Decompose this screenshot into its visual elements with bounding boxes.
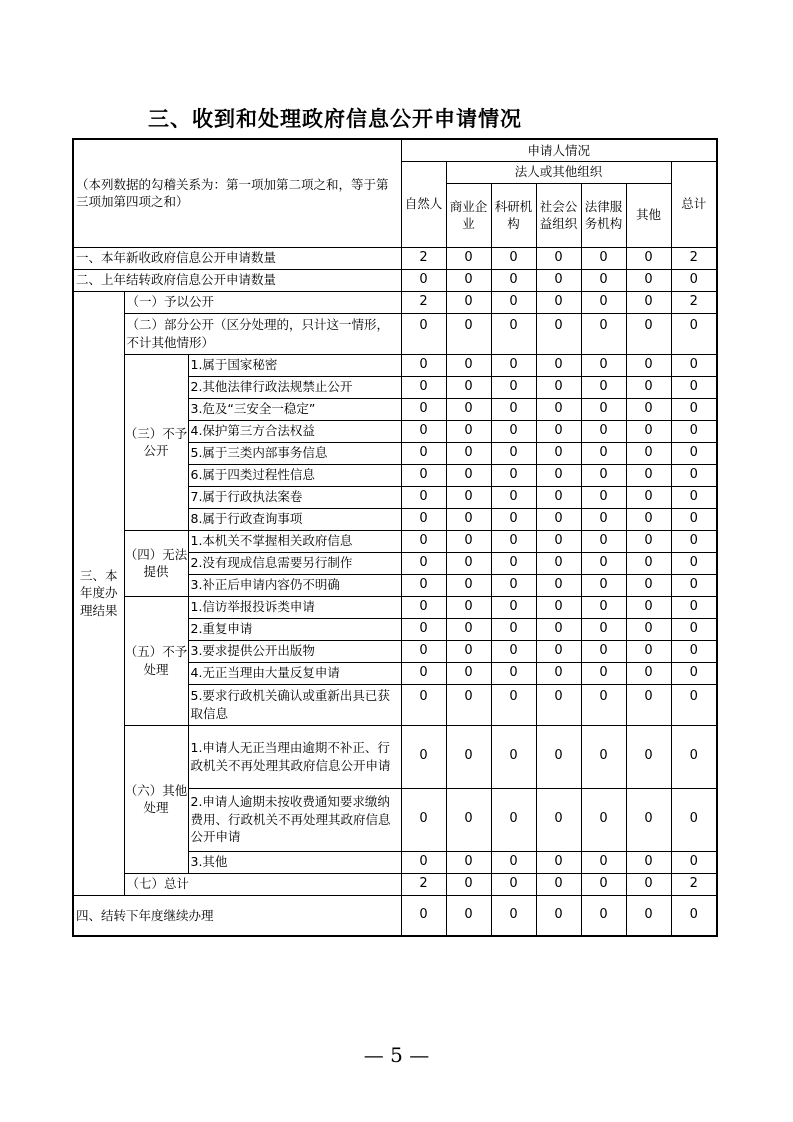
value-cell: 0 [536, 662, 581, 684]
header-applicant: 申请人情况 [401, 139, 717, 161]
row-label: 5.要求行政机关确认或重新出具已获取信息 [188, 684, 401, 725]
value-cell: 0 [401, 596, 446, 618]
value-cell: 0 [401, 508, 446, 530]
value-cell: 0 [581, 530, 626, 552]
value-cell: 0 [626, 530, 671, 552]
value-cell: 0 [536, 552, 581, 574]
value-cell: 0 [536, 851, 581, 873]
value-cell: 0 [536, 354, 581, 376]
header-other: 其他 [626, 183, 671, 247]
value-cell: 0 [446, 725, 491, 788]
value-cell: 0 [671, 464, 717, 486]
value-cell: 0 [671, 354, 717, 376]
value-cell: 0 [536, 788, 581, 851]
value-cell: 0 [446, 895, 491, 936]
value-cell: 0 [491, 574, 536, 596]
value-cell: 0 [626, 508, 671, 530]
header-commercial: 商业企业 [446, 183, 491, 247]
value-cell: 0 [581, 873, 626, 895]
value-cell: 0 [401, 398, 446, 420]
row-label: 1.属于国家秘密 [188, 354, 401, 376]
value-cell: 0 [491, 618, 536, 640]
value-cell: 0 [446, 552, 491, 574]
row-label: 四、结转下年度继续办理 [73, 895, 401, 936]
value-cell: 0 [536, 247, 581, 269]
value-cell: 0 [491, 552, 536, 574]
value-cell: 0 [581, 376, 626, 398]
table-row [73, 596, 717, 618]
value-cell: 0 [581, 464, 626, 486]
row-label: 2.其他法律行政法规禁止公开 [188, 376, 401, 398]
value-cell: 0 [671, 313, 717, 354]
value-cell: 0 [491, 442, 536, 464]
value-cell: 0 [446, 269, 491, 291]
value-cell: 0 [491, 486, 536, 508]
header-natural-person: 自然人 [401, 161, 446, 247]
value-cell: 0 [671, 442, 717, 464]
value-cell: 0 [626, 420, 671, 442]
value-cell: 0 [491, 354, 536, 376]
value-cell: 2 [671, 873, 717, 895]
value-cell: 0 [446, 684, 491, 725]
value-cell: 0 [446, 376, 491, 398]
value-cell: 0 [581, 486, 626, 508]
value-cell: 0 [401, 662, 446, 684]
value-cell: 0 [491, 269, 536, 291]
value-cell: 0 [581, 354, 626, 376]
table-row [73, 725, 717, 788]
value-cell: 0 [581, 313, 626, 354]
value-cell: 0 [491, 640, 536, 662]
value-cell: 0 [626, 662, 671, 684]
value-cell: 0 [491, 313, 536, 354]
table-row [73, 313, 717, 354]
page-number: — 5 — [363, 1043, 430, 1067]
value-cell: 0 [581, 398, 626, 420]
value-cell: 0 [581, 508, 626, 530]
value-cell: 0 [491, 662, 536, 684]
value-cell: 0 [626, 725, 671, 788]
value-cell: 0 [626, 873, 671, 895]
value-cell: 0 [401, 640, 446, 662]
value-cell: 0 [536, 376, 581, 398]
value-cell: 0 [536, 420, 581, 442]
value-cell: 0 [626, 291, 671, 313]
value-cell: 0 [671, 725, 717, 788]
value-cell: 0 [446, 574, 491, 596]
row-label: 3.补正后申请内容仍不明确 [188, 574, 401, 596]
value-cell: 0 [536, 618, 581, 640]
value-cell: 0 [671, 596, 717, 618]
value-cell: 0 [536, 640, 581, 662]
row-label: （二）部分公开（区分处理的，只计这一情形，不计其他情形） [124, 313, 401, 354]
value-cell: 0 [671, 851, 717, 873]
value-cell: 0 [491, 530, 536, 552]
value-cell: 0 [626, 640, 671, 662]
row-label: 4.保护第三方合法权益 [188, 420, 401, 442]
value-cell: 0 [401, 725, 446, 788]
row-label: 4.无正当理由大量反复申请 [188, 662, 401, 684]
value-cell: 0 [581, 640, 626, 662]
value-cell: 0 [446, 247, 491, 269]
value-cell: 0 [536, 508, 581, 530]
value-cell: 0 [536, 464, 581, 486]
value-cell: 0 [536, 684, 581, 725]
value-cell: 0 [446, 486, 491, 508]
value-cell: 0 [401, 420, 446, 442]
value-cell: 0 [536, 873, 581, 895]
value-cell: 0 [401, 552, 446, 574]
value-cell: 0 [536, 530, 581, 552]
value-cell: 0 [536, 596, 581, 618]
value-cell: 0 [401, 788, 446, 851]
value-cell: 0 [491, 895, 536, 936]
value-cell: 0 [491, 788, 536, 851]
value-cell: 0 [401, 618, 446, 640]
value-cell: 0 [671, 788, 717, 851]
value-cell: 0 [446, 596, 491, 618]
header-total: 总计 [671, 161, 717, 247]
row-label: 6.属于四类过程性信息 [188, 464, 401, 486]
value-cell: 0 [626, 851, 671, 873]
value-cell: 0 [536, 725, 581, 788]
value-cell: 0 [581, 420, 626, 442]
value-cell: 0 [581, 851, 626, 873]
header-social: 社会公益组织 [536, 183, 581, 247]
page-title: 三、收到和处理政府信息公开申请情况 [148, 107, 522, 131]
row-label: 2.没有现成信息需要另行制作 [188, 552, 401, 574]
row-label: 1.信访举报投诉类申请 [188, 596, 401, 618]
value-cell: 0 [671, 640, 717, 662]
row-label: 1.本机关不掌握相关政府信息 [188, 530, 401, 552]
value-cell: 0 [626, 788, 671, 851]
value-cell: 0 [581, 269, 626, 291]
value-cell: 0 [626, 486, 671, 508]
value-cell: 0 [581, 247, 626, 269]
value-cell: 0 [401, 313, 446, 354]
value-cell: 0 [581, 442, 626, 464]
value-cell: 0 [401, 442, 446, 464]
value-cell: 0 [491, 464, 536, 486]
value-cell: 0 [491, 420, 536, 442]
value-cell: 0 [446, 291, 491, 313]
value-cell: 0 [491, 596, 536, 618]
value-cell: 0 [401, 530, 446, 552]
value-cell: 0 [581, 895, 626, 936]
header-legal-service: 法律服务机构 [581, 183, 626, 247]
value-cell: 0 [536, 574, 581, 596]
value-cell: 0 [671, 376, 717, 398]
value-cell: 0 [446, 313, 491, 354]
row-label: 7.属于行政执法案卷 [188, 486, 401, 508]
row-label: 2.申请人逾期未按收费通知要求缴纳费用、行政机关不再处理其政府信息公开申请 [188, 788, 401, 851]
value-cell: 0 [536, 313, 581, 354]
value-cell: 0 [401, 574, 446, 596]
value-cell: 0 [491, 398, 536, 420]
value-cell: 0 [491, 725, 536, 788]
row-label: （七）总计 [124, 873, 401, 895]
value-cell: 0 [446, 464, 491, 486]
value-cell: 2 [671, 291, 717, 313]
header-research: 科研机构 [491, 183, 536, 247]
table-row [73, 354, 717, 376]
value-cell: 0 [536, 895, 581, 936]
group-3-label: （三）不予公开 [124, 354, 188, 530]
row-label: 5.属于三类内部事务信息 [188, 442, 401, 464]
value-cell: 0 [491, 247, 536, 269]
value-cell: 0 [536, 486, 581, 508]
value-cell: 0 [491, 873, 536, 895]
value-cell: 0 [626, 247, 671, 269]
value-cell: 0 [491, 291, 536, 313]
table-row [73, 530, 717, 552]
section-3-label: 三、本年度办理结果 [73, 291, 124, 895]
value-cell: 0 [401, 464, 446, 486]
value-cell: 0 [671, 662, 717, 684]
value-cell: 0 [581, 662, 626, 684]
value-cell: 0 [671, 420, 717, 442]
value-cell: 0 [446, 640, 491, 662]
value-cell: 0 [536, 442, 581, 464]
value-cell: 0 [671, 398, 717, 420]
table-row [73, 291, 717, 313]
value-cell: 0 [581, 574, 626, 596]
value-cell: 0 [401, 354, 446, 376]
value-cell: 0 [401, 851, 446, 873]
value-cell: 0 [626, 895, 671, 936]
row-label: 2.重复申请 [188, 618, 401, 640]
value-cell: 0 [491, 508, 536, 530]
value-cell: 0 [536, 269, 581, 291]
value-cell: 0 [446, 788, 491, 851]
table-row [73, 269, 717, 291]
value-cell: 0 [626, 596, 671, 618]
value-cell: 0 [446, 873, 491, 895]
value-cell: 0 [626, 269, 671, 291]
value-cell: 0 [671, 486, 717, 508]
row-label: 1.申请人无正当理由逾期不补正、行政机关不再处理其政府信息公开申请 [188, 725, 401, 788]
value-cell: 0 [626, 313, 671, 354]
value-cell: 0 [401, 684, 446, 725]
value-cell: 0 [671, 684, 717, 725]
row-label: 3.其他 [188, 851, 401, 873]
value-cell: 0 [626, 464, 671, 486]
value-cell: 0 [581, 725, 626, 788]
value-cell: 0 [626, 442, 671, 464]
value-cell: 0 [401, 895, 446, 936]
value-cell: 0 [446, 354, 491, 376]
value-cell: 2 [401, 291, 446, 313]
value-cell: 0 [401, 376, 446, 398]
table-row [73, 247, 717, 269]
value-cell: 0 [671, 508, 717, 530]
value-cell: 0 [581, 552, 626, 574]
value-cell: 0 [446, 618, 491, 640]
value-cell: 0 [581, 291, 626, 313]
row-label: 3.要求提供公开出版物 [188, 640, 401, 662]
value-cell: 2 [671, 247, 717, 269]
row-label: （一）予以公开 [124, 291, 401, 313]
value-cell: 0 [401, 269, 446, 291]
value-cell: 0 [536, 291, 581, 313]
value-cell: 0 [446, 530, 491, 552]
group-4-label: （四）无法提供 [124, 530, 188, 596]
table-row [73, 895, 717, 936]
row-label: 一、本年新收政府信息公开申请数量 [73, 247, 401, 269]
value-cell: 0 [671, 552, 717, 574]
value-cell: 0 [446, 851, 491, 873]
value-cell: 0 [581, 684, 626, 725]
value-cell: 0 [626, 354, 671, 376]
row-label: 8.属于行政查询事项 [188, 508, 401, 530]
value-cell: 0 [581, 618, 626, 640]
row-label: 3.危及“三安全一稳定” [188, 398, 401, 420]
value-cell: 0 [446, 508, 491, 530]
value-cell: 0 [671, 618, 717, 640]
value-cell: 0 [446, 398, 491, 420]
value-cell: 0 [626, 552, 671, 574]
application-stats-table [72, 138, 718, 937]
value-cell: 2 [401, 247, 446, 269]
value-cell: 0 [626, 376, 671, 398]
value-cell: 0 [626, 684, 671, 725]
group-5-label: （五）不予处理 [124, 596, 188, 725]
value-cell: 0 [446, 442, 491, 464]
table-row [73, 873, 717, 895]
header-legal-person: 法人或其他组织 [446, 161, 671, 183]
value-cell: 2 [401, 873, 446, 895]
group-6-label: （六）其他处理 [124, 725, 188, 873]
value-cell: 0 [671, 895, 717, 936]
value-cell: 0 [671, 269, 717, 291]
value-cell: 0 [671, 530, 717, 552]
row-label: 二、上年结转政府信息公开申请数量 [73, 269, 401, 291]
value-cell: 0 [671, 574, 717, 596]
value-cell: 0 [446, 420, 491, 442]
value-cell: 0 [626, 618, 671, 640]
value-cell: 0 [491, 851, 536, 873]
value-cell: 0 [401, 486, 446, 508]
value-cell: 0 [446, 662, 491, 684]
value-cell: 0 [581, 596, 626, 618]
value-cell: 0 [536, 398, 581, 420]
value-cell: 0 [626, 398, 671, 420]
value-cell: 0 [626, 574, 671, 596]
value-cell: 0 [581, 788, 626, 851]
value-cell: 0 [491, 376, 536, 398]
value-cell: 0 [491, 684, 536, 725]
header-note: （本列数据的勾稽关系为：第一项加第二项之和，等于第三项加第四项之和） [73, 139, 401, 247]
